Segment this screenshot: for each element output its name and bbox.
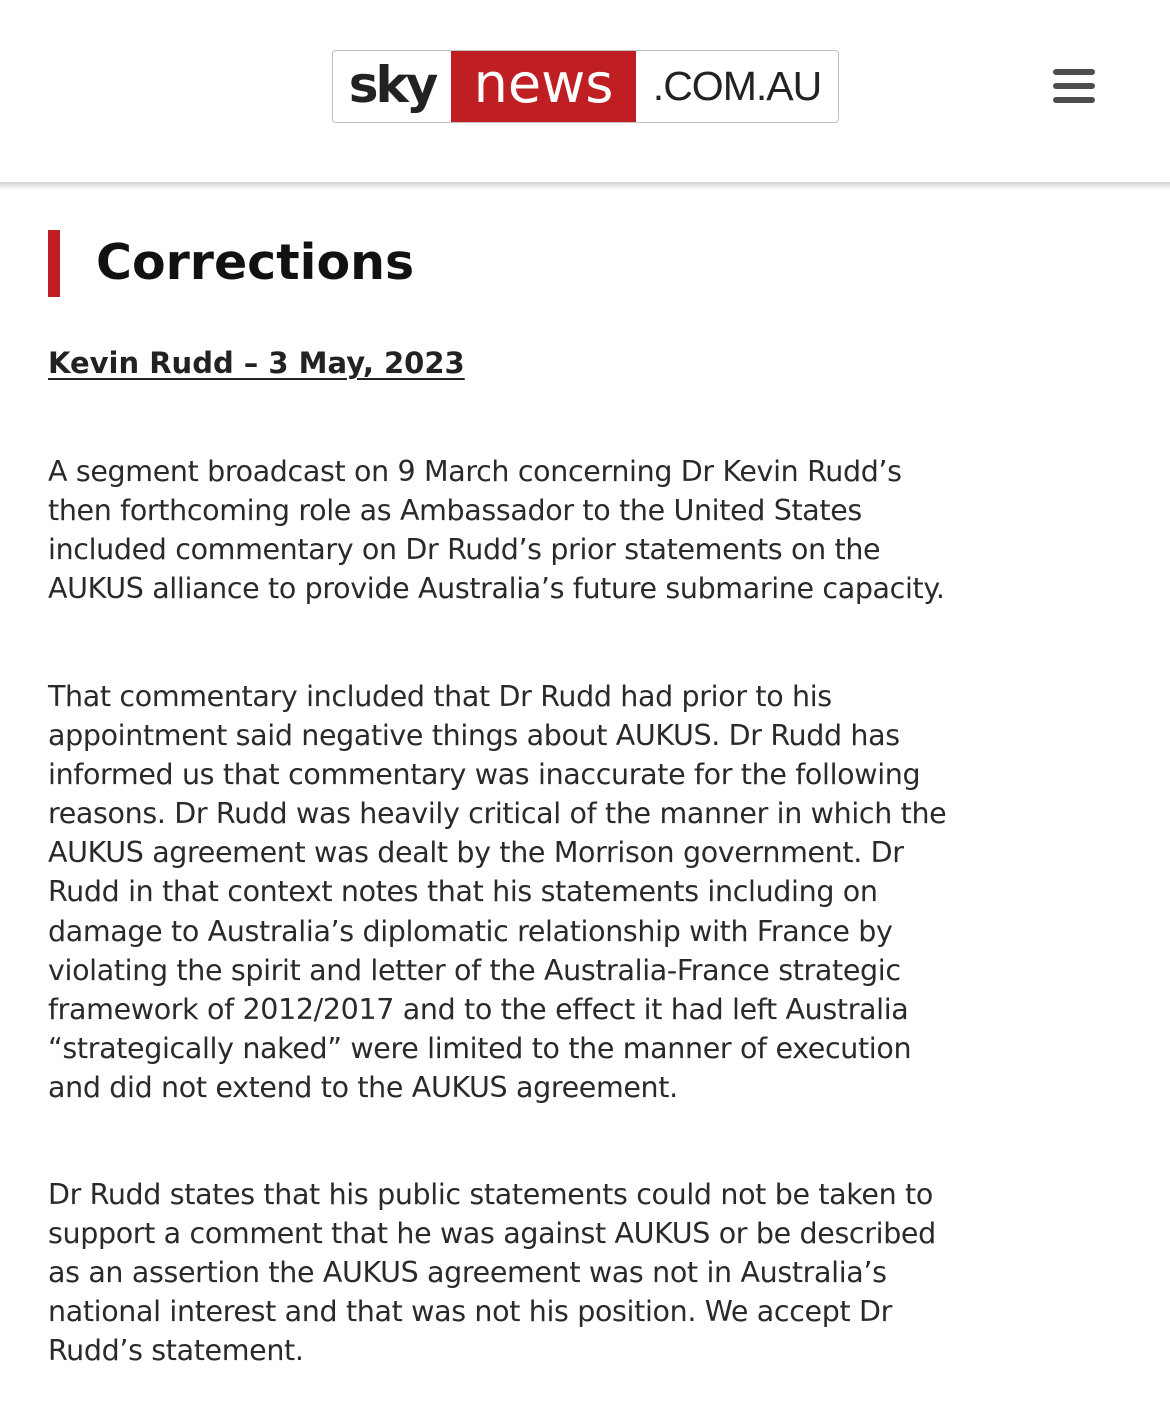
- paragraph-line: That commentary included that Dr Rudd had prior to his: [48, 680, 832, 713]
- correction-paragraph-2: [48, 677, 1128, 1107]
- hamburger-menu-icon[interactable]: [1050, 64, 1098, 108]
- paragraph-line: and did not extend to the AUKUS agreement.: [48, 1070, 678, 1104]
- menu-line: [1053, 97, 1095, 103]
- logo-sky-text: sky: [348, 55, 436, 114]
- paragraph-line: Dr Rudd states that his public statements could not be taken to: [48, 1178, 933, 1211]
- site-header: [0, 0, 1170, 182]
- paragraph-line: support a comment that he was against AUKUS or be described: [48, 1217, 936, 1251]
- menu-line: [1053, 69, 1095, 75]
- paragraph-line: informed us that commentary was inaccurate for the following: [48, 758, 921, 792]
- paragraph-line: national interest and that was not his position. We accept Dr: [48, 1295, 892, 1329]
- paragraph-line: AUKUS alliance to provide Australia’s future submarine capacity.: [48, 572, 945, 606]
- sky-news-logo[interactable]: [332, 50, 839, 123]
- menu-line: [1053, 83, 1095, 89]
- paragraph-line: “strategically naked” were limited to the manner of execution: [48, 1031, 912, 1065]
- paragraph-line: as an assertion the AUKUS agreement was not in Australia’s: [48, 1256, 887, 1290]
- correction-paragraph-3: [48, 1175, 1128, 1370]
- paragraph-line: violating the spirit and letter of the Australia-France strategic: [48, 953, 901, 987]
- paragraph-line: framework of 2012/2017 and to the effect it had left Australia: [48, 992, 909, 1026]
- paragraph-line: reasons. Dr Rudd was heavily critical of the manner in which the: [48, 797, 947, 831]
- paragraph-line: Rudd’s statement.: [48, 1334, 304, 1368]
- correction-heading: Kevin Rudd – 3 May, 2023: [48, 346, 465, 380]
- paragraph-line: Rudd in that context notes that his statements including on: [48, 875, 878, 909]
- paragraph-line: then forthcoming role as Ambassador to the United States: [48, 494, 862, 528]
- paragraph-line: A segment broadcast on 9 March concerning Dr Kevin Rudd’s: [48, 455, 902, 488]
- correction-paragraph-1: [48, 452, 1128, 608]
- paragraph-line: damage to Australia’s diplomatic relationship with France by: [48, 914, 893, 948]
- title-accent-bar: [48, 230, 60, 297]
- page-title: Corrections: [96, 234, 415, 291]
- paragraph-line: appointment said negative things about AUKUS. Dr Rudd has: [48, 719, 900, 753]
- paragraph-line: included commentary on Dr Rudd’s prior statements on the: [48, 533, 881, 567]
- paragraph-line: AUKUS agreement was dealt by the Morrison government. Dr: [48, 836, 904, 870]
- logo-news-text: news: [451, 51, 636, 122]
- logo-domain-text: .COM.AU: [652, 63, 822, 109]
- header-shadow: [0, 182, 1170, 190]
